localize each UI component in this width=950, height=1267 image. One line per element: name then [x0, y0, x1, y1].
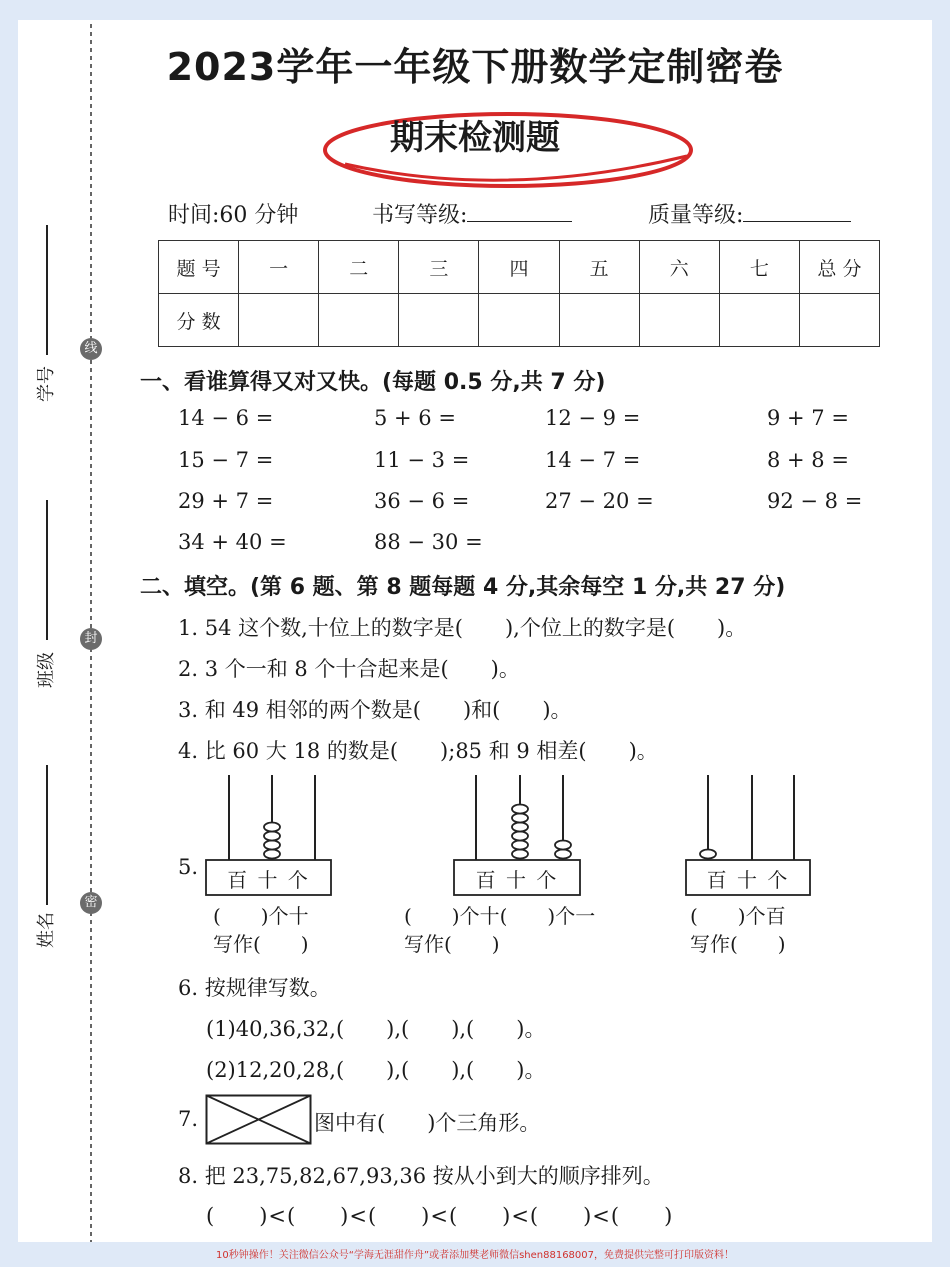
quality-grade-field[interactable] [648, 198, 851, 229]
col-7: 七 [719, 241, 799, 294]
col-4: 四 [479, 241, 559, 294]
arith-problem: 15 − 7 = [178, 448, 274, 472]
question-7-number: 7. [178, 1107, 199, 1131]
question-8: 8. 把 23,75,82,67,93,36 按从小到大的顺序排列。 [178, 1164, 664, 1188]
score-cell[interactable] [399, 294, 479, 347]
abacus-2-line2: 写作( ) [404, 932, 500, 956]
question-3: 3. 和 49 相邻的两个数是( )和( )。 [178, 698, 572, 722]
abacus-3-places: 百 十 个 [706, 868, 790, 892]
question-6-2: (2)12,20,28,( ),( ),( )。 [206, 1058, 546, 1082]
arith-problem: 11 − 3 = [374, 448, 470, 472]
student-id-blank[interactable] [46, 225, 48, 355]
score-cell[interactable] [639, 294, 719, 347]
score-cell[interactable] [719, 294, 799, 347]
exam-title: 2023学年一年级下册数学定制密卷 [166, 45, 784, 89]
abacus-2-places: 百 十 个 [475, 868, 559, 892]
quality-grade-blank[interactable] [743, 201, 851, 222]
score-cell[interactable] [559, 294, 639, 347]
arith-problem: 27 − 20 = [545, 489, 654, 513]
abacus-1-line1: ( )个十 [213, 904, 309, 928]
question-1: 1. 54 这个数,十位上的数字是( ),个位上的数字是( )。 [178, 616, 747, 640]
question-7-text: 图中有( )个三角形。 [314, 1111, 541, 1135]
col-1: 一 [239, 241, 319, 294]
seal-feng-mark: 封 [80, 628, 102, 650]
score-cell[interactable] [319, 294, 399, 347]
question-5-number: 5. [178, 855, 199, 879]
student-id-label: 学号 [36, 366, 57, 402]
abacus-1-places: 百 十 个 [227, 868, 310, 892]
class-label: 班级 [36, 652, 57, 688]
time-info: 时间:60 分钟 [168, 203, 299, 228]
abacus-1-line2: 写作( ) [213, 932, 309, 956]
arith-problem: 34 + 40 = [178, 530, 287, 554]
arith-problem: 8 + 8 = [767, 448, 849, 472]
name-blank[interactable] [46, 765, 48, 905]
col-total: 总 分 [799, 241, 879, 294]
arith-problem: 14 − 6 = [178, 406, 274, 430]
exam-subtitle: 期末检测题 [390, 118, 560, 158]
question-6-1: (1)40,36,32,( ),( ),( )。 [206, 1017, 546, 1041]
seal-line-mark: 线 [80, 338, 102, 360]
score-cell[interactable] [799, 294, 879, 347]
arith-problem: 14 − 7 = [545, 448, 641, 472]
col-2: 二 [319, 241, 399, 294]
triangle-figure [205, 1094, 313, 1146]
question-6: 6. 按规律写数。 [178, 976, 331, 1000]
col-3: 三 [399, 241, 479, 294]
score-table-header-row [159, 241, 880, 294]
writing-grade-blank[interactable] [467, 201, 572, 222]
question-number-label: 题 号 [159, 241, 239, 294]
question-2: 2. 3 个一和 8 个十合起来是( )。 [178, 657, 520, 681]
question-4: 4. 比 60 大 18 的数是( );85 和 9 相差( )。 [178, 739, 658, 763]
arith-problem: 36 − 6 = [374, 489, 470, 513]
abacus-3-line1: ( )个百 [690, 904, 786, 928]
section1-title: 一、看谁算得又对又快。(每题 0.5 分,共 7 分) [140, 370, 606, 395]
name-label: 姓名 [36, 912, 57, 948]
score-cell[interactable] [479, 294, 559, 347]
seal-mi-mark: 密 [80, 892, 102, 914]
arith-problem: 5 + 6 = [374, 406, 456, 430]
col-6: 六 [639, 241, 719, 294]
question-8-answer: ( )<( )<( )<( )<( )<( ) [206, 1204, 674, 1228]
abacus-2-line1: ( )个十( )个一 [404, 904, 596, 928]
arith-problem: 92 − 8 = [767, 489, 863, 513]
score-cell[interactable] [239, 294, 319, 347]
quality-grade-label: 质量等级: [648, 203, 744, 228]
writing-grade-label: 书写等级: [372, 203, 468, 228]
writing-grade-field[interactable] [372, 198, 572, 229]
abacus-3-line2: 写作( ) [690, 932, 786, 956]
score-table-score-row [159, 294, 880, 347]
score-label: 分 数 [159, 294, 239, 347]
arith-problem: 88 − 30 = [374, 530, 483, 554]
arith-problem: 12 − 9 = [545, 406, 641, 430]
class-blank[interactable] [46, 500, 48, 640]
section2-title: 二、填空。(第 6 题、第 8 题每题 4 分,其余每空 1 分,共 27 分) [140, 575, 786, 600]
arith-problem: 9 + 7 = [767, 406, 849, 430]
col-5: 五 [559, 241, 639, 294]
score-table [158, 240, 880, 347]
footer-banner: 10秒钟操作！关注微信公众号“学海无涯甜作舟”或者添加樊老师微信shen88168007，免费提供完整可打印版资料！ [215, 1250, 735, 1261]
arith-problem: 29 + 7 = [178, 489, 274, 513]
